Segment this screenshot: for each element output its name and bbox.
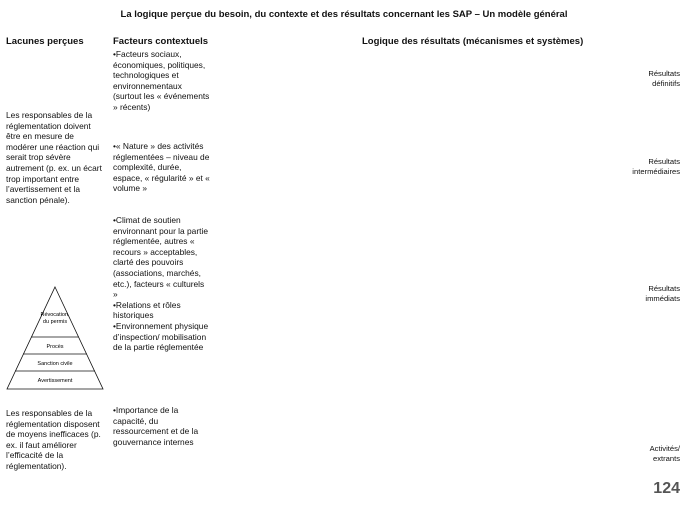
pyramid-level-revocation-line: Révocation [40,312,68,318]
column-header-context: Facteurs contextuels [113,36,209,47]
result-intermediate: Résultats intermédiaires [632,157,680,176]
context-text-climate: •Climat de soutien environnant pour la partie réglementée, autres « recours » acceptables, clarté des pouvoirs (associations, marchés, etc.), facteurs « culturels » •Relations et rôles historiques •Environnement physique d’inspection/ mobilisation de la partie réglementée [113,215,209,353]
enforcement-pyramid [6,286,104,390]
context-text-capacity: •Importance de la capacité, du ressourcement et de la gouvernance internes [113,405,199,447]
page-title: La logique perçue du besoin, du contexte et des résultats concernant les SAP – Un modèle général [120,9,568,20]
column-header-logic: Logique des résultats (mécanismes et systèmes) [362,36,584,47]
result-final: Résultats définitifs [648,69,680,88]
result-immediate: Résultats immédiats [645,284,680,303]
context-text-factors: •Facteurs sociaux, économiques, politiques, technologiques et environnementaux (surtout les « événements » récents) [113,49,210,112]
pyramid-diagram [6,286,104,390]
pyramid-level-revocation [40,312,69,325]
context-text-nature: •« Nature » des activités réglementées – niveau de complexité, durée, espace, « régularité » et « volume » [113,141,210,194]
pyramid-level-revocation-line: du permis [42,318,68,325]
page-number: 124 [653,480,680,497]
pyramid-level-trial: Procès [46,344,64,350]
activities-outputs: Activités/ extrants [649,444,680,463]
pyramid-outline [7,287,103,389]
pyramid-level-warning: Avertissement [37,378,73,384]
pyramid-level-civil-sanction: Sanction civile [37,361,73,367]
gap-text-ineffective: Les responsables de la réglementation disposent de moyens inefficaces (p. ex. il faut améliorer l’efficacité de la réglementation). [6,408,101,471]
gap-text-overreaction: Les responsables de la réglementation doivent être en mesure de modérer une réaction qui serait trop sévère autrement (p. ex. un écart trop important entre l’avertissement et la sanction pénale). [6,110,102,205]
column-header-gaps: Lacunes perçues [6,36,84,47]
